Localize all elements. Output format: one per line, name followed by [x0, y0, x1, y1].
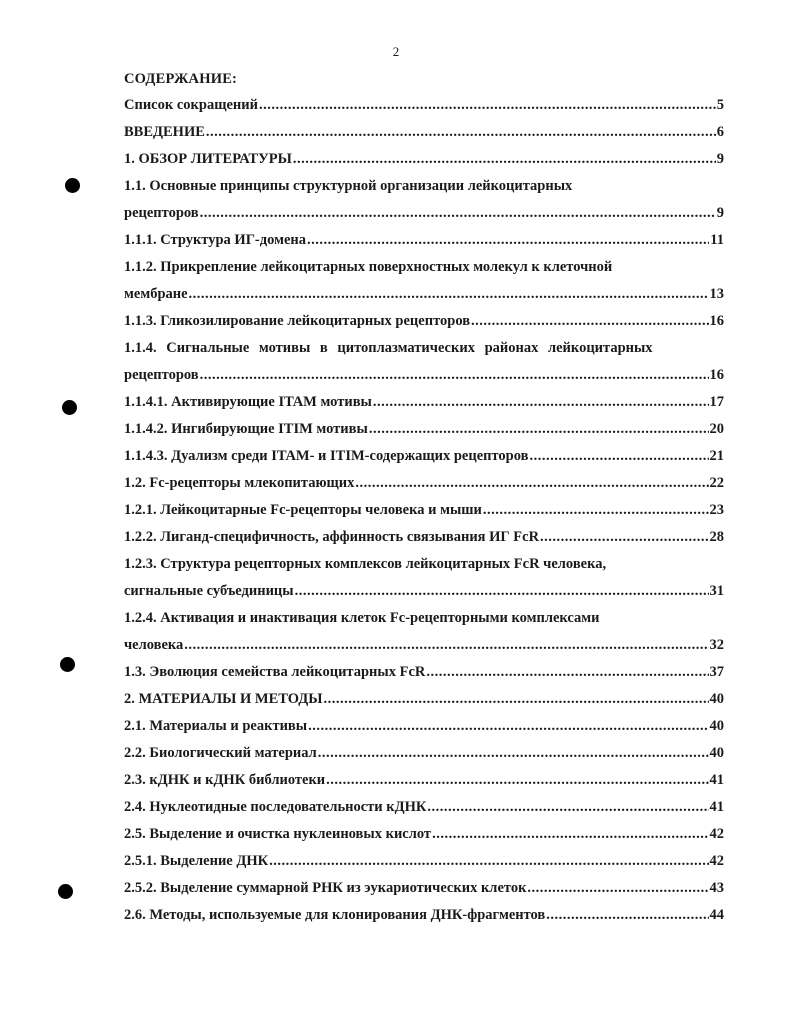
- toc-entry-title: 2.5. Выделение и очистка нуклеиновых кислот: [124, 826, 432, 842]
- toc-entry: [124, 146, 724, 173]
- toc-entry: [124, 794, 724, 821]
- toc-entry-title-line1: 1.1. Основные принципы структурной организации лейкоцитарных: [124, 178, 573, 194]
- toc-entry-title: 2.4. Нуклеотидные последовательности кДНК: [124, 799, 427, 815]
- toc-entry-title: рецепторов: [124, 205, 199, 221]
- toc-entry-page: 41: [709, 772, 724, 788]
- toc-entry-page: 22: [709, 475, 724, 491]
- toc-entry-page: 9: [716, 205, 724, 221]
- toc-entry-title: 2.3. кДНК и кДНК библиотеки: [124, 772, 326, 788]
- toc-entry: [124, 173, 724, 227]
- toc-entry-title: 2.5.1. Выделение ДНК: [124, 853, 269, 869]
- toc-entry-title: 1.1.1. Структура ИГ-домена: [124, 232, 306, 248]
- toc-entry-page: 5: [716, 97, 724, 113]
- punch-hole-3: [60, 657, 75, 672]
- punch-hole-1: [65, 178, 80, 193]
- toc-entry-page: 11: [710, 232, 724, 248]
- page-number: 2: [392, 44, 400, 59]
- punch-hole-2: [62, 400, 77, 415]
- toc-entry-title: рецепторов: [124, 367, 199, 383]
- toc-entry-title: 2.2. Биологический материал: [124, 745, 317, 761]
- toc-entry-page: 17: [709, 394, 724, 410]
- toc-entry-title: 2.5.2. Выделение суммарной РНК из эукариотических клеток: [124, 880, 527, 896]
- toc-entry: [124, 659, 724, 686]
- toc-entry-title: 1.2.2. Лиганд-специфичность, аффинность связывания ИГ FcR: [124, 529, 540, 545]
- toc-entry-page: 9: [716, 151, 724, 167]
- toc-entry-title: 2.1. Материалы и реактивы: [124, 718, 308, 734]
- toc-entry: [124, 227, 724, 254]
- toc-entry: [124, 848, 724, 875]
- toc-entry-page: 40: [709, 745, 724, 761]
- toc-entry: [124, 875, 724, 902]
- toc-entry-title: 2.6. Методы, используемые для клонирования ДНК-фрагментов: [124, 907, 546, 923]
- toc-entry-page: 41: [709, 799, 724, 815]
- toc-entry: [124, 92, 724, 119]
- toc-entry-page: 23: [709, 502, 724, 518]
- toc-entry-page: 42: [709, 853, 724, 869]
- toc-entry-title-line1: 1.2.3. Структура рецепторных комплексов лейкоцитарных FcR человека,: [124, 556, 607, 572]
- toc-entry-page: 37: [709, 664, 724, 680]
- toc-entry: [124, 308, 724, 335]
- toc-entry-page: 42: [709, 826, 724, 842]
- toc-entry: [124, 713, 724, 740]
- toc-entry: [124, 416, 724, 443]
- toc-entry-title: 1.1.4.3. Дуализм среди ITAM- и ITIM-содержащих рецепторов: [124, 448, 529, 464]
- toc-entry-page: 28: [709, 529, 724, 545]
- toc-entry-page: 16: [709, 367, 724, 383]
- toc-entry: [124, 470, 724, 497]
- toc-entry-title-line1: 1.1.4. Сигнальные мотивы в цитоплазматических районах лейкоцитарных: [124, 340, 653, 356]
- toc-entry: [124, 254, 724, 308]
- toc-entry: [124, 605, 724, 659]
- toc-entry-title: 2. МАТЕРИАЛЫ И МЕТОДЫ: [124, 691, 323, 707]
- toc-entry-page: 20: [709, 421, 724, 437]
- toc-entry: [124, 389, 724, 416]
- toc-entry: [124, 119, 724, 146]
- table-of-contents: [124, 92, 724, 929]
- toc-entry-title-line1: 1.2.4. Активация и инактивация клеток Fc-рецепторными комплексами: [124, 610, 600, 626]
- toc-entry: [124, 443, 724, 470]
- toc-entry-title: человека: [124, 637, 184, 653]
- toc-entry-title: 1.1.4.2. Ингибирующие ITIM мотивы: [124, 421, 368, 437]
- toc-entry-title: 1.1.3. Гликозилирование лейкоцитарных рецепторов: [124, 313, 471, 329]
- toc-entry-title: мембране: [124, 286, 188, 302]
- toc-entry-page: 44: [709, 907, 724, 923]
- toc-entry: [124, 821, 724, 848]
- toc-entry-title-line1: 1.1.2. Прикрепление лейкоцитарных поверхностных молекул к клеточной: [124, 259, 613, 275]
- toc-entry-title: 1.1.4.1. Активирующие ITAM мотивы: [124, 394, 372, 410]
- toc-entry: [124, 497, 724, 524]
- toc-entry-title: 1.3. Эволюция семейства лейкоцитарных FcR: [124, 664, 426, 680]
- toc-entry: [124, 551, 724, 605]
- toc-entry-page: 6: [716, 124, 724, 140]
- toc-entry-title: ВВЕДЕНИЕ: [124, 124, 205, 140]
- toc-entry-page: 13: [709, 286, 724, 302]
- toc-entry-title: 1.2.1. Лейкоцитарные Fc-рецепторы человека и мыши: [124, 502, 482, 518]
- toc-entry: [124, 686, 724, 713]
- toc-entry-page: 40: [709, 691, 724, 707]
- toc-entry: [124, 335, 724, 389]
- toc-entry-page: 40: [709, 718, 724, 734]
- toc-heading: СОДЕРЖАНИЕ:: [124, 71, 238, 87]
- toc-entry-title: Список сокращений: [124, 97, 258, 113]
- toc-entry-page: 31: [709, 583, 724, 599]
- toc-entry: [124, 767, 724, 794]
- punch-hole-4: [58, 884, 73, 899]
- toc-entry-title: 1. ОБЗОР ЛИТЕРАТУРЫ: [124, 151, 292, 167]
- toc-entry-title: 1.2. Fc-рецепторы млекопитающих: [124, 475, 355, 491]
- toc-entry-page: 16: [709, 313, 724, 329]
- toc-entry-page: 32: [709, 637, 724, 653]
- toc-entry-page: 21: [709, 448, 724, 464]
- toc-entry: [124, 524, 724, 551]
- toc-entry-title: сигнальные субъединицы: [124, 583, 294, 599]
- toc-entry-page: 43: [709, 880, 724, 896]
- toc-entry: [124, 902, 724, 929]
- toc-entry: [124, 740, 724, 767]
